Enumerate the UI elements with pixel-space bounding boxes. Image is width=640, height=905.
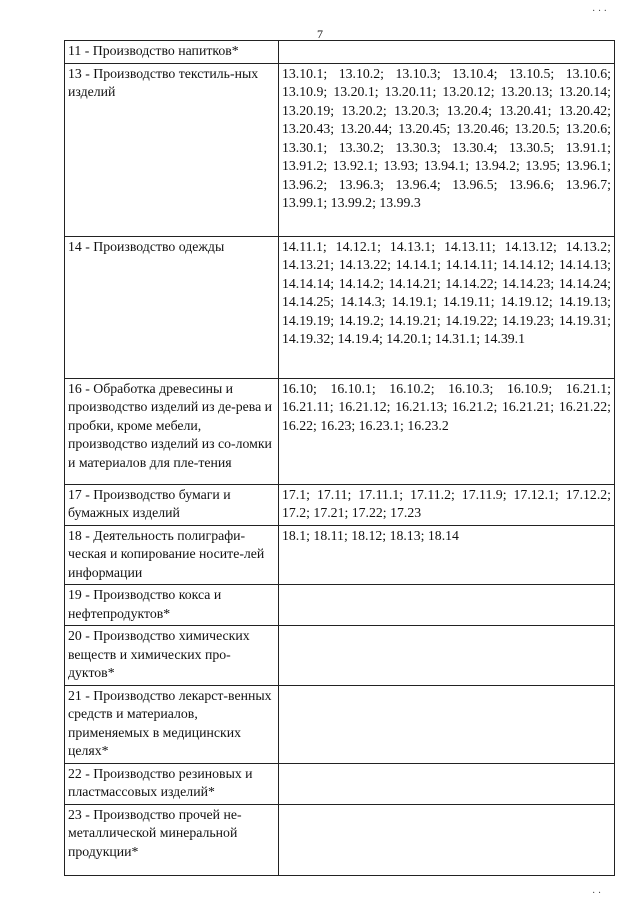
activity-name: 20 - Производство химических веществ и химических про-дуктов* — [65, 626, 279, 686]
activity-codes: 18.1; 18.11; 18.12; 18.13; 18.14 — [279, 525, 615, 585]
table-row — [65, 41, 615, 64]
table-row — [65, 236, 615, 378]
activity-codes: 13.10.1; 13.10.2; 13.10.3; 13.10.4; 13.10.5; 13.10.6; 13.10.9; 13.20.1; 13.20.11; 13.20.12; 13.20.13; 13.20.14; 13.20.19; 13.20.2; 13.20.3; 13.20.4; 13.20.41; 13.20.42; 13.20.43; 13.20.44; 13.20.45; 13.20.46; 13.20.5; 13.20.6; 13.30.1; 13.30.2; 13.30.3; 13.30.4; 13.30.5; 13.91.1; 13.91.2; 13.92.1; 13.93; 13.94.1; 13.94.2; 13.95; 13.96.1; 13.96.2; 13.96.3; 13.96.4; 13.96.5; 13.96.6; 13.96.7; 13.99.1; 13.99.2; 13.99.3 — [279, 63, 615, 236]
activity-name: 16 - Обработка древесины и производство изделий из де-рева и пробки, кроме мебели, производство изделий из со-ломки и материалов для пле-тения — [65, 378, 279, 484]
activity-name: 19 - Производство кокса и нефтепродуктов* — [65, 585, 279, 626]
activity-name: 17 - Производство бумаги и бумажных изделий — [65, 484, 279, 525]
activity-codes — [279, 585, 615, 626]
activity-name: 21 - Производство лекарст-венных средств и материалов, применяемых в медицинских целях* — [65, 685, 279, 763]
activity-codes-table — [64, 40, 615, 876]
activity-name: 23 - Производство прочей не-металлической минеральной продукции* — [65, 804, 279, 875]
table-row — [65, 525, 615, 585]
scan-mark: · · · — [592, 6, 607, 17]
activity-codes — [279, 41, 615, 64]
table-row — [65, 378, 615, 484]
activity-codes: 17.1; 17.11; 17.11.1; 17.11.2; 17.11.9; 17.12.1; 17.12.2; 17.2; 17.21; 17.22; 17.23 — [279, 484, 615, 525]
activity-codes — [279, 804, 615, 875]
activity-codes: 14.11.1; 14.12.1; 14.13.1; 14.13.11; 14.13.12; 14.13.2; 14.13.21; 14.13.22; 14.14.1; 14.14.11; 14.14.12; 14.14.13; 14.14.14; 14.14.2; 14.14.21; 14.14.22; 14.14.23; 14.14.24; 14.14.25; 14.14.3; 14.19.1; 14.19.11; 14.19.12; 14.19.13; 14.19.19; 14.19.2; 14.19.21; 14.19.22; 14.19.23; 14.19.31; 14.19.32; 14.19.4; 14.20.1; 14.31.1; 14.39.1 — [279, 236, 615, 378]
table-row — [65, 804, 615, 875]
activity-codes — [279, 685, 615, 763]
activity-name: 13 - Производство текстиль-ных изделий — [65, 63, 279, 236]
activity-codes: 16.10; 16.10.1; 16.10.2; 16.10.3; 16.10.9; 16.21.1; 16.21.11; 16.21.12; 16.21.13; 16.21.2; 16.21.21; 16.21.22; 16.22; 16.23; 16.23.1; 16.23.2 — [279, 378, 615, 484]
activity-name: 14 - Производство одежды — [65, 236, 279, 378]
activity-codes — [279, 763, 615, 804]
activity-codes — [279, 626, 615, 686]
table-row — [65, 685, 615, 763]
scan-mark: · · — [592, 888, 602, 899]
table-row — [65, 763, 615, 804]
table-row — [65, 63, 615, 236]
activity-name: 18 - Деятельность полиграфи-ческая и копирование носите-лей информации — [65, 525, 279, 585]
activity-name: 11 - Производство напитков* — [65, 41, 279, 64]
table-row — [65, 585, 615, 626]
page-number: 7 — [317, 27, 323, 41]
activity-name: 22 - Производство резиновых и пластмассовых изделий* — [65, 763, 279, 804]
table-row — [65, 484, 615, 525]
table-row — [65, 626, 615, 686]
